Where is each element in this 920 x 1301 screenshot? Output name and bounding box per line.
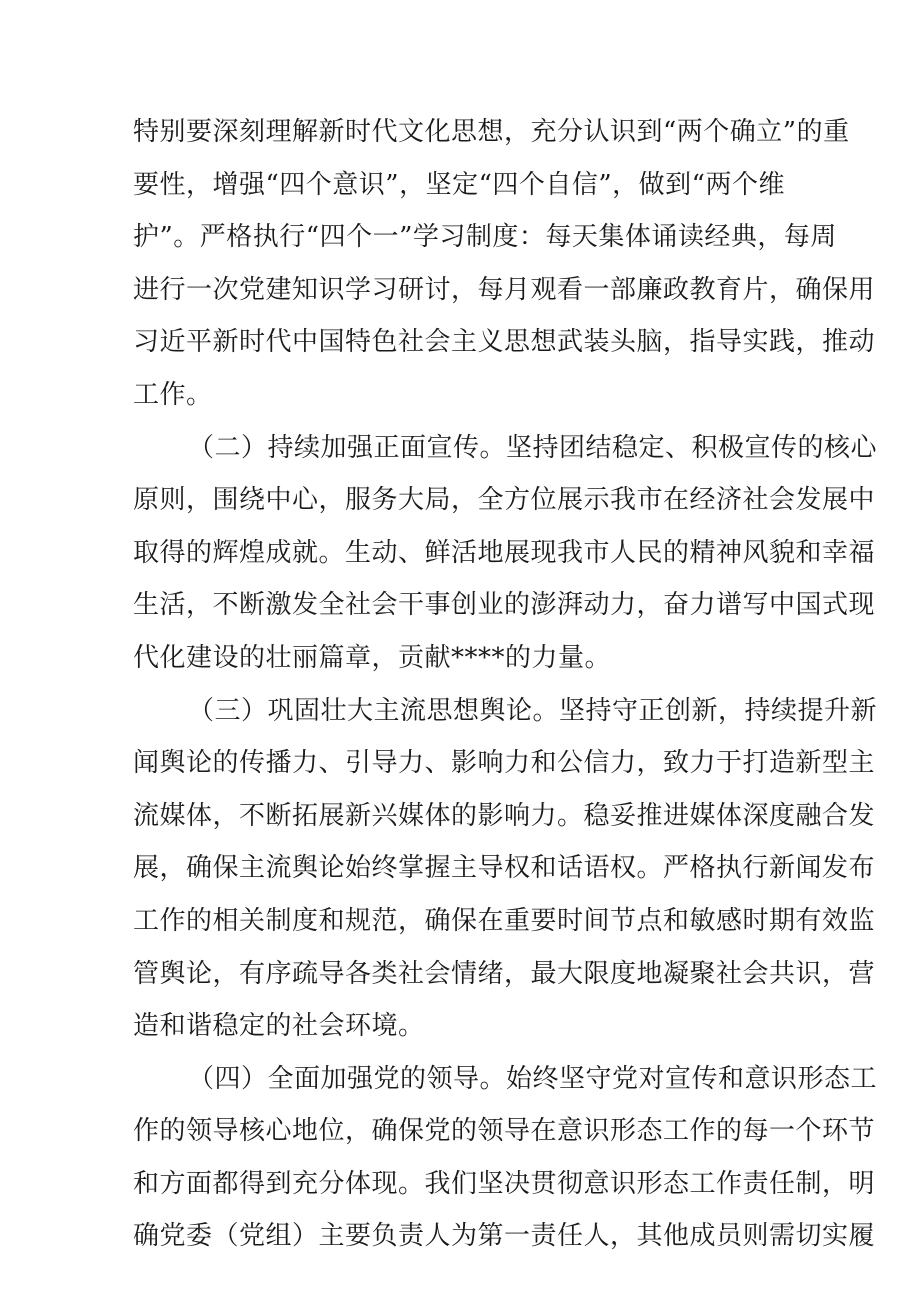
text-line: 代化建设的壮丽篇章，贡献****的力量。 bbox=[133, 642, 612, 673]
section-heading-line: （三）巩固壮大主流思想舆论。坚持守正创新，持续提升新 bbox=[188, 695, 878, 726]
text-line: 展，确保主流舆论始终掌握主导权和话语权。严格执行新闻发布 bbox=[133, 853, 876, 884]
text-line: 作的领导核心地位，确保党的领导在意识形态工作的每一个环节 bbox=[133, 1116, 876, 1147]
text-line: 生活，不断激发全社会干事创业的澎湃动力，奋力谱写中国式现 bbox=[133, 590, 876, 621]
text-line: 护”。严格执行“四个一”学习制度：每天集体诵读经典，每周 bbox=[133, 222, 837, 253]
text-line: 原则，围绕中心，服务大局，全方位展示我市在经济社会发展中 bbox=[133, 485, 876, 516]
text-line: 要性，增强“四个意识”，坚定“四个自信”，做到“两个维 bbox=[133, 169, 785, 200]
text-line: 取得的辉煌成就。生动、鲜活地展现我市人民的精神风貌和幸福 bbox=[133, 537, 876, 568]
text-line: 进行一次党建知识学习研讨，每月观看一部廉政教育片，确保用 bbox=[133, 274, 876, 305]
text-line: 特别要深刻理解新时代文化思想，充分认识到“两个确立”的重 bbox=[133, 117, 850, 147]
text-line: 和方面都得到充分体现。我们坚决贯彻意识形态工作责任制，明 bbox=[133, 1168, 876, 1199]
section-heading-line: （二）持续加强正面宣传。坚持团结稳定、积极宣传的核心 bbox=[188, 432, 878, 463]
text-line: 造和谐稳定的社会环境。 bbox=[133, 1011, 425, 1042]
text-line: 闻舆论的传播力、引导力、影响力和公信力，致力于打造新型主 bbox=[133, 748, 876, 779]
text-line: 确党委（党组）主要负责人为第一责任人，其他成员则需切实履 bbox=[133, 1221, 876, 1252]
text-line: 工作的相关制度和规范，确保在重要时间节点和敏感时期有效监 bbox=[133, 905, 876, 936]
text-line: 管舆论，有序疏导各类社会情绪，最大限度地凝聚社会共识，营 bbox=[133, 958, 876, 989]
section-heading-line: （四）全面加强党的领导。始终坚守党对宣传和意识形态工 bbox=[188, 1063, 878, 1094]
text-line: 流媒体，不断拓展新兴媒体的影响力。稳妥推进媒体深度融合发 bbox=[133, 800, 876, 831]
document-body bbox=[133, 106, 878, 1263]
text-line: 习近平新时代中国特色社会主义思想武装头脑，指导实践，推动 bbox=[133, 327, 876, 358]
text-line: 工作。 bbox=[133, 379, 213, 410]
